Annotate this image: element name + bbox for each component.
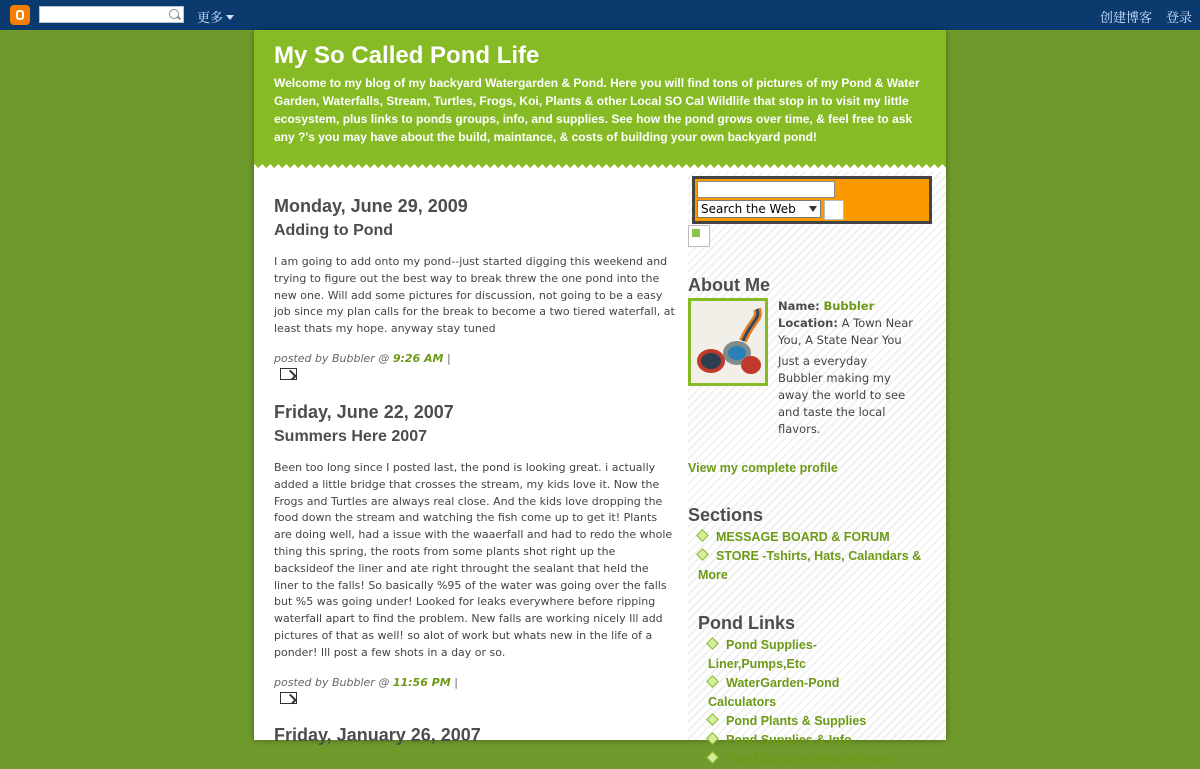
pond-links-list (708, 636, 908, 769)
post-date: Friday, June 22, 2007 (274, 402, 454, 422)
blog-title[interactable]: My So Called Pond Life (274, 42, 540, 69)
pond-link[interactable]: Pond Building-great photos (726, 752, 891, 766)
sections-heading: Sections (688, 505, 764, 525)
login-link[interactable]: 登录 (1166, 11, 1193, 26)
about-bio (688, 353, 938, 438)
pond-link[interactable]: Pond Plants & Supplies (726, 714, 867, 728)
post-body: Been too long since I posted last, the pond is looking great. i actually added a little bridge that crosses the stream, my kids love it. Now the Frogs and Turtles are always real close. And the kids love dropping the food down the stream and watching the fish come up to get it! Plants are doing well, had a issue with the waaerfall and had to redo the whole thing this spring, the roots from some plants shot right up the backsideof the liner and ate right throught the sealant that held the liner to the falls! So basically %95 of the water was going over the falls but %5 was going under! Looked for leaks everywhere before ripping waterfall apart to find the problem. New falls are working nicely Ill add pictures of that as well! so alot of work but whats new in the life of a ponder! Ill post a few shots in a day or so. (274, 461, 673, 659)
pond-link[interactable]: Pond Supplies-Liner,Pumps,Etc (708, 638, 817, 671)
post-title[interactable]: Adding to Pond (274, 222, 394, 239)
name-label: Name: (778, 299, 820, 313)
list-item (698, 528, 928, 547)
chevron-down-icon (226, 15, 234, 20)
web-search-widget (692, 176, 932, 224)
sidebar (688, 172, 946, 766)
about-name-line (778, 298, 938, 315)
diamond-bullet-icon (696, 529, 709, 542)
diamond-bullet-icon (706, 637, 719, 650)
sections-link[interactable]: MESSAGE BOARD & FORUM (716, 530, 890, 544)
profile-name-link[interactable]: Bubbler (823, 299, 875, 313)
post-date: Monday, June 29, 2009 (274, 196, 468, 216)
email-post-icon[interactable] (280, 368, 297, 380)
post-author: posted by Bubbler @ (274, 352, 390, 365)
diamond-bullet-icon (706, 713, 719, 726)
search-go-button[interactable] (824, 200, 844, 220)
post-footer (274, 352, 451, 365)
post-body: I am going to add onto my pond--just started digging this weekend and trying to figure out the best way to break threw the one pond into the new one. Will add some pictures for discussion, not going to be a easy job since my plan calls for the break to become a two tiered waterfall, at least thats my hope. anyway stay tuned (274, 255, 675, 336)
navbar-search-input[interactable] (39, 6, 184, 23)
sections-link[interactable]: STORE -Tshirts, Hats, Calandars & More (698, 549, 922, 582)
diamond-bullet-icon (706, 751, 719, 764)
blogger-navbar (0, 0, 1200, 30)
blog-description: Welcome to my blog of my backyard Watergarden & Pond. Here you will find tons of pictures of my Pond & Water Garden, Waterfalls, Stream, Turtles, Frogs, Koi, Plants & other Local SO Cal Wildlife that stop in to visit my little ecosystem, plus links to ponds groups, info, and supplies. See how the pond grows over time, & feel free to ask any ?'s you may have about the build, maintance, & costs of building your own backyard pond! (274, 76, 920, 144)
post-time-link[interactable]: 9:26 AM (392, 352, 444, 365)
web-search-input[interactable] (697, 181, 835, 198)
diamond-bullet-icon (696, 548, 709, 561)
blog-container (254, 30, 946, 766)
location-value: A Town Near You, A State Near You (778, 316, 914, 347)
blogger-logo-icon[interactable] (10, 5, 30, 25)
list-item (708, 750, 908, 769)
pond-links-heading: Pond Links (698, 613, 796, 633)
list-item (708, 712, 908, 731)
pond-link[interactable]: Pond Supplies & Info (726, 733, 852, 747)
blog-header (254, 30, 946, 164)
post-date: Friday, January 26, 2007 (274, 725, 481, 745)
location-label: Location: (778, 316, 838, 330)
post-author: posted by Bubbler @ (274, 676, 390, 689)
post-time-link[interactable]: 11:56 PM (392, 676, 451, 689)
main-column (254, 172, 688, 745)
post-footer (274, 676, 458, 689)
sections-list (698, 528, 928, 585)
diamond-bullet-icon (706, 675, 719, 688)
create-blog-link[interactable]: 创建博客 (1100, 11, 1153, 26)
email-post-icon[interactable] (280, 692, 297, 704)
header-divider (254, 164, 946, 172)
more-menu[interactable] (197, 7, 234, 26)
search-scope-select[interactable] (697, 200, 821, 218)
post-separator: | (446, 352, 451, 365)
search-icon[interactable] (169, 9, 179, 19)
search-scope-value: Search the Web (701, 202, 796, 216)
list-item (708, 636, 908, 674)
list-item (708, 674, 908, 712)
broken-image-icon[interactable] (688, 225, 710, 247)
more-menu-label: 更多 (197, 11, 224, 26)
about-bio-text: Just a everyday Bubbler making my away the world to see and taste the local flavors. (778, 354, 906, 436)
about-location-line (778, 315, 928, 349)
list-item (698, 547, 928, 585)
diamond-bullet-icon (706, 732, 719, 745)
post-title[interactable]: Summers Here 2007 (274, 428, 427, 445)
view-profile-link[interactable]: View my complete profile (688, 461, 838, 475)
pond-link[interactable]: WaterGarden-Pond Calculators (708, 676, 840, 709)
chevron-down-icon (809, 206, 817, 212)
list-item (708, 731, 908, 750)
post-separator: | (454, 676, 458, 689)
about-heading: About Me (688, 275, 770, 295)
